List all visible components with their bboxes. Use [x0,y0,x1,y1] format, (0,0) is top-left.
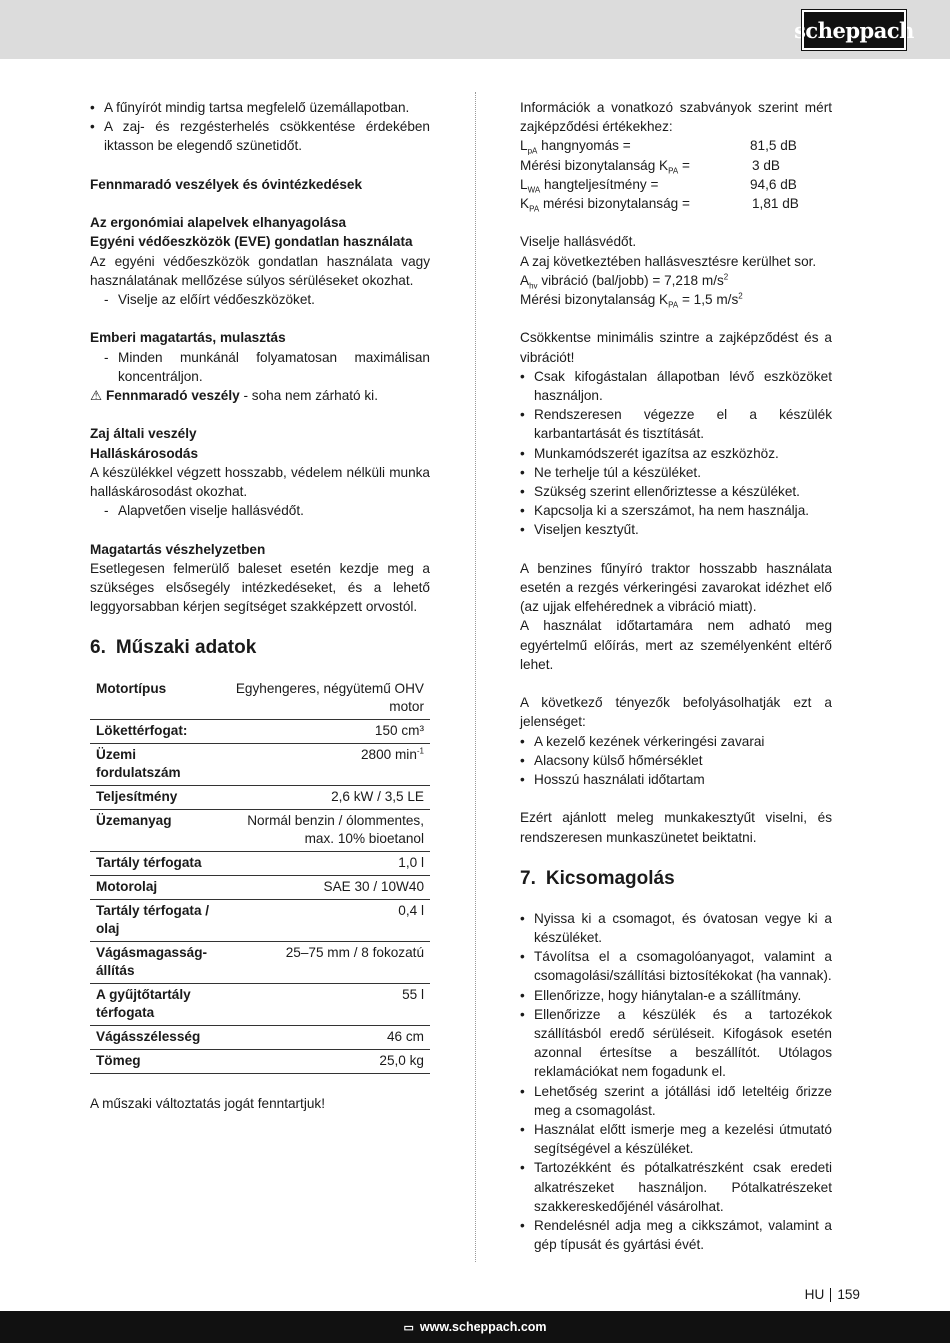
spec-value: 2800 $\min^{-1}$ [220,744,430,786]
list-item: • Hosszú használati időtartam [520,770,832,789]
kpa-value: 3 dB [752,157,780,173]
list-item: • A kezelő kezének vérkeringési zavarai [520,732,832,751]
kpa2-value: 1,81 dB [752,196,799,212]
spec-row [90,786,430,810]
heading-noise: Zaj általi veszély [90,426,197,442]
warning-triangle-icon: ⚠ [90,388,103,403]
spec-key: Tömeg [90,1050,220,1074]
section-number: 6. [90,637,106,659]
spec-key: Motorolaj [90,876,220,900]
scheppach-logo: scheppach [802,10,906,50]
bullet-list-top [90,98,430,156]
list-item: - Minden munkánál folyamatosan maximálisan koncentráljon. [90,348,430,386]
monitor-icon: ▭ [403,1321,414,1334]
spec-value: Normál benzin / ólommentes, max. 10% bioetanol [220,810,430,852]
spec-row [90,876,430,900]
list-item: - Alapvetően viselje hallásvédőt. [90,501,430,520]
dash-list-hearing [90,501,430,520]
spec-row [90,984,430,1026]
list-item: • Szükség szerint ellenőriztesse a készüléket. [520,482,832,501]
paragraph-hearing: A készülékkel végzett hosszabb, védelem nélküli munka halláskárosodást okozhat. [90,464,430,499]
technical-changes-note: A műszaki változtatás jogát fenntartjuk! [90,1095,325,1111]
spec-key: Teljesítmény [90,786,220,810]
ahv-line: $A_{hv}$ vibráció (bal/jobb) = 7,218 $m/s^2$ [520,272,729,291]
paragraph-long-use: A benzines fűnyíró traktor hosszabb használata esetén a rezgés vérkeringési zavarokat idézhet elő (az ujjak elfehérednek a vibráció miatt). [520,560,832,615]
spec-value: 150 cm³ [220,720,430,744]
heading-residual-risks: Fennmaradó veszélyek és óvintézkedések [90,176,363,192]
spec-value: 25–75 mm / 8 fokozatú [220,942,430,984]
list-item: • Csak kifogástalan állapotban lévő eszközöket használjon. [520,367,832,405]
heading-ergonomics: Az ergonómiai alapelvek elhanyagolása [90,215,347,231]
spec-value: 25,0 kg [220,1050,430,1074]
list-item: • A fűnyírót mindig tartsa megfelelő üzemállapotban. [90,98,430,117]
spec-row [90,1026,430,1050]
spec-value: 2,6 kW / 3,5 LE [220,786,430,810]
spec-row [90,1050,430,1074]
spec-key: Üzemi fordulatszám [90,744,220,786]
warning-bold-text: Fennmaradó veszély [105,388,240,403]
spec-row [90,900,430,942]
heading-behaviour: Emberi magatartás, mulasztás [90,330,286,346]
spec-row [90,942,430,984]
list-item: • Munkamódszerét igazítsa az eszközhöz. [520,444,832,463]
spec-row [90,720,430,744]
list-item: • Ne terhelje túl a készüléket. [520,463,832,482]
warning-text: - soha nem zárható ki. [239,388,378,403]
spec-key: A gyűjtőtartály térfogata [90,984,220,1026]
warning-line [90,386,430,405]
paragraph-factors: A következő tényezők befolyásolhatják ezt a jelenséget: [520,695,832,730]
spec-value: 55 l [220,984,430,1026]
spec-key: Tartály térfogata [90,852,220,876]
list-item: • Ellenőrizze, hogy hiánytalan-e a szállítmány. [520,986,832,1005]
heading-ppe: Egyéni védőeszközök (EVE) gondatlan használata [90,234,413,250]
spec-value: Egyhengeres, négyütemű OHV motor [220,678,430,720]
list-item: • Távolítsa el a csomagolóanyagot, valamint a csomagolási/szállítási biztosítékokat (ha vannak). [520,947,832,985]
list-item: • Használat előtt ismerje meg a kezelési útmutató segítségével a készüléket. [520,1120,832,1158]
paragraph-reduce: Csökkentse minimális szintre a zajképződést és a vibrációt! [520,330,832,365]
section-7-heading [520,867,832,891]
spec-value: 46 cm [220,1026,430,1050]
spec-value: SAE 30 / 10W40 [220,876,430,900]
spec-key: Vágásmagasság-állítás [90,942,220,984]
list-item: • Alacsony külső hőmérséklet [520,751,832,770]
list-item: • Nyissa ki a csomagot, és óvatosan vegye ki a készüléket. [520,909,832,947]
language-code: HU [804,1287,825,1302]
spec-row [90,852,430,876]
spec-table [90,678,430,1074]
paragraph-wear-protection: Viselje hallásvédőt. [520,234,637,250]
lpa-value: 81,5 dB [750,138,797,154]
paragraph-emergency: Esetlegesen felmerülő baleset esetén kezdje meg a szükséges elsősegély intézkedéseket, és a lehető leggyorsabban kérjen segítséget szakképzett orvostól. [90,560,430,615]
spec-key: Vágásszélesség [90,1026,220,1050]
page-number [805,1287,860,1302]
kpa-label: Mérési bizonytalanság $K_{PA}$ = [520,157,690,176]
paragraph-hearing-loss: A zaj következtében hallásvesztésre kerülhet sor. [520,253,817,269]
list-item: • Ellenőrizze a készülék és a tartozékok szállításból eredő sérüléseit. Kifogások esetén azonnal értesítse a beszállítót. Utólagos reklamációkat nem fogadunk el. [520,1005,832,1082]
list-item: • Rendszeresen végezze el a készülék karbantartását és tisztítását. [520,405,832,443]
lwa-value: 94,6 dB [750,176,797,192]
spec-row [90,744,430,786]
list-item: • Lehetőség szerint a jótállási idő leteltéig őrizze meg a csomagolást. [520,1082,832,1120]
bullet-list-unpack [520,909,832,1255]
paragraph-ppe: Az egyéni védőeszközök gondatlan használata vagy használatának mellőzése súlyos sérüléseket okozhat. [90,253,430,288]
list-item: • Rendelésnél adja meg a cikkszámot, valamint a gép típusát és gyártási évét. [520,1216,832,1254]
website-link[interactable]: www.scheppach.com [419,1320,547,1334]
column-divider [475,92,476,1262]
lpa-label: $L_{pA}$ hangnyomás = [520,138,631,157]
noise-values [520,136,832,213]
dash-list-behaviour [90,348,430,386]
paragraph-gloves: Ezért ajánlott meleg munkakesztyűt viselni, és rendszeresen munkaszünetet beiktatni. [520,810,832,845]
list-item: • Viseljen kesztyűt. [520,520,832,539]
list-item: - Viselje az előírt védőeszközöket. [90,290,430,309]
section-6-heading [90,636,430,660]
heading-emergency: Magatartás vészhelyzetben [90,541,266,557]
spec-key: Motortípus [90,678,220,720]
heading-hearing: Halláskárosodás [90,445,199,461]
spec-value: 1,0 l [220,852,430,876]
list-item: • Tartozékként és pótalkatrészként csak eredeti alkatrészeket használjon. Pótalkatrészeket szakkereskedőjénél vásárolhat. [520,1158,832,1216]
dash-list-ppe [90,290,430,309]
kpa3-line: Mérési bizonytalanság $K_{PA} = 1,5$ $m/s^2$ [520,291,743,310]
section-number: 7. [520,867,536,889]
list-item: • Kapcsolja ki a szerszámot, ha nem használja. [520,501,832,520]
spec-row [90,678,430,720]
footer-bar [0,1311,950,1343]
lwa-label: $L_{WA}$ hangteljesítmény = [520,176,659,195]
left-column [90,98,430,1113]
spec-key: Lökettérfogat: [90,720,220,744]
spec-key: Tartály térfogata / olaj [90,900,220,942]
section-title: Műszaki adatok [115,637,257,659]
spec-row [90,810,430,852]
spec-value: 0,4 l [220,900,430,942]
page-number-value: 159 [837,1287,860,1302]
bullet-list-factors [520,732,832,790]
header-bar [0,0,950,59]
spec-key: Üzemanyag [90,810,220,852]
bullet-list-reduce [520,367,832,540]
list-item: • A zaj- és rezgésterhelés csökkentése érdekében iktasson be elegendő szünetidőt. [90,117,430,155]
kpa2-label: $K_{PA}$ mérési bizonytalanság = [520,196,690,214]
section-title: Kicsomagolás [545,867,675,889]
paragraph-info: Információk a vonatkozó szabványok szerint mért zajképződési értékekhez: [520,100,832,135]
paragraph-duration: A használat időtartamára nem adható meg egyértelmű előírás, mert az személyenként eltérő lehet. [520,618,832,672]
right-column [520,98,832,1255]
